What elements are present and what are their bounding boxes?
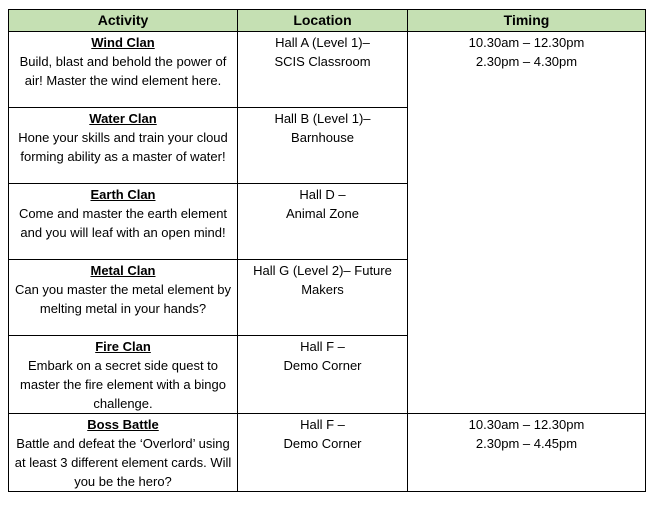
location-line: Hall B (Level 1)–: [274, 111, 371, 126]
activity-description: Battle and defeat the ‘Overlord’ using at least 3 different element cards. Will you be the hero?: [14, 436, 232, 489]
activity-description: Build, blast and behold the power of air! Master the wind element here.: [19, 54, 227, 88]
timing-line: 10.30am – 12.30pm: [468, 417, 585, 432]
location-line: Hall F –: [300, 417, 345, 432]
timing-line: 10.30am – 12.30pm: [468, 35, 585, 50]
location-line: Barnhouse: [291, 130, 354, 145]
header-row: [9, 10, 646, 32]
header-timing: Timing: [408, 10, 646, 32]
activity-cell: [9, 108, 238, 184]
activity-cell: [9, 260, 238, 336]
timing-line: 2.30pm – 4.45pm: [475, 436, 578, 451]
timing-cell-clans: [408, 32, 646, 414]
activity-description: Embark on a secret side quest to master the fire element with a bingo challenge.: [20, 358, 226, 411]
activity-title: Boss Battle: [87, 417, 159, 432]
location-cell: [238, 336, 408, 414]
activity-description: Can you master the metal element by melting metal in your hands?: [14, 282, 232, 316]
header-activity: Activity: [9, 10, 238, 32]
location-line: Demo Corner: [283, 436, 362, 451]
activity-title: Water Clan: [89, 111, 157, 126]
location-cell: [238, 260, 408, 336]
table-row: [9, 32, 646, 108]
location-line: Hall D –: [299, 187, 346, 202]
location-line: SCIS Classroom: [274, 54, 371, 69]
activity-description: Hone your skills and train your cloud forming ability as a master of water!: [18, 130, 228, 164]
activity-title: Fire Clan: [95, 339, 151, 354]
activity-schedule-table: [8, 9, 646, 492]
location-line: Hall G (Level 2)– Future: [253, 263, 392, 278]
location-line: Makers: [301, 282, 344, 297]
location-line: Hall F –: [300, 339, 345, 354]
activity-cell: [9, 32, 238, 108]
location-cell: [238, 32, 408, 108]
table-row: [9, 414, 646, 492]
activity-title: Wind Clan: [91, 35, 155, 50]
activity-title: Metal Clan: [90, 263, 156, 278]
activity-title: Earth Clan: [90, 187, 156, 202]
location-cell: [238, 108, 408, 184]
location-line: Demo Corner: [283, 358, 362, 373]
location-cell: [238, 414, 408, 492]
location-line: Hall A (Level 1)–: [275, 35, 370, 50]
activity-cell: [9, 336, 238, 414]
location-line: Animal Zone: [286, 206, 359, 221]
timing-cell-boss: [408, 414, 646, 492]
activity-description: Come and master the earth element and you will leaf with an open mind!: [18, 206, 228, 240]
activity-cell: [9, 184, 238, 260]
activity-cell: [9, 414, 238, 492]
location-cell: [238, 184, 408, 260]
header-location: Location: [238, 10, 408, 32]
timing-line: 2.30pm – 4.30pm: [475, 54, 578, 69]
